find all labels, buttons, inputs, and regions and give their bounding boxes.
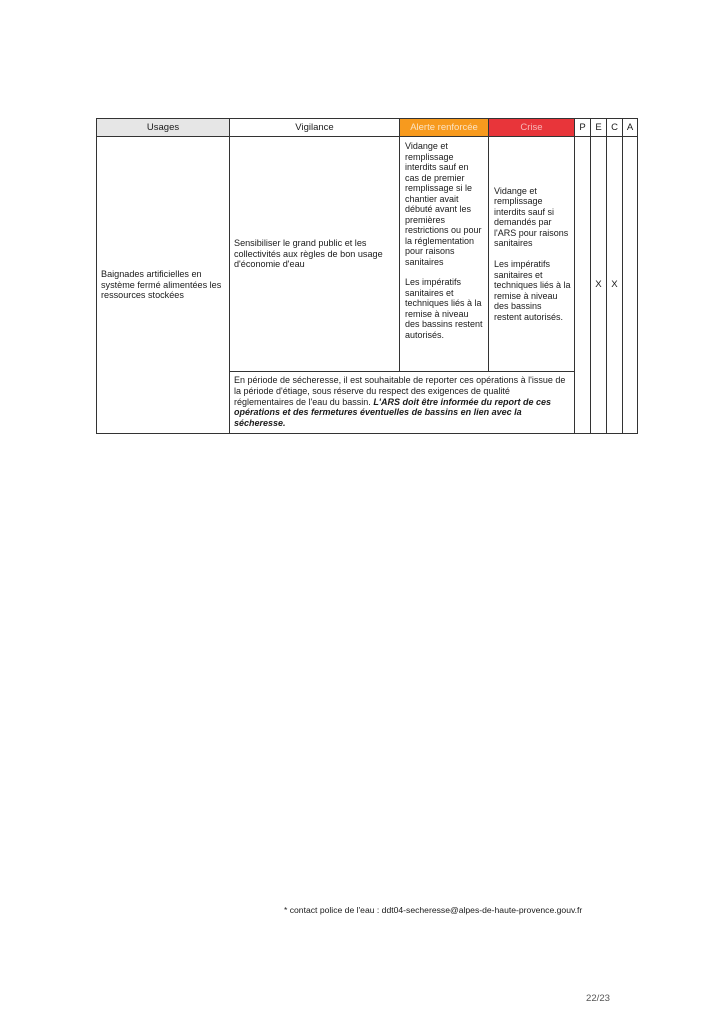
- restrictions-table: [96, 118, 638, 434]
- header-crise: Crise: [489, 119, 575, 137]
- crise-cell: [489, 137, 575, 372]
- header-c: C: [607, 119, 623, 137]
- table-header-row: [97, 119, 638, 137]
- table-row: [97, 137, 638, 372]
- mark-e: X: [591, 137, 607, 434]
- note-cell: [230, 372, 575, 434]
- header-a: A: [623, 119, 638, 137]
- note-bold-text: L'ARS doit être informée du report de ces opérations et des fermetures éventuelles de bassins en lien avec la sécheresse.: [234, 396, 551, 429]
- header-p: P: [575, 119, 591, 137]
- header-e: E: [591, 119, 607, 137]
- usage-cell: Baignades artificielles en système fermé alimentées les ressources stockées: [97, 137, 230, 434]
- header-usages: Usages: [97, 119, 230, 137]
- mark-p: [575, 137, 591, 434]
- alerte-renforcee-text-2: Les impératifs sanitaires et techniques liés à la remise à niveau des bassins restent autorisés.: [405, 277, 483, 340]
- alerte-renforcee-text-1: Vidange et remplissage interdits sauf en cas de premier remplissage si le chantier avait débuté avant les premières restrictions ou pour la réglementation pour raisons sanitaires: [405, 141, 482, 267]
- header-alerte-renforcee: Alerte renforcée: [400, 119, 489, 137]
- crise-text-1: Vidange et remplissage interdits sauf si demandés par l'ARS pour raisons sanitaires: [494, 185, 569, 249]
- crise-text-2: Les impératifs sanitaires et techniques liés à la remise à niveau des bassins restent autorisés.: [494, 259, 571, 322]
- alerte-renforcee-cell: [400, 137, 489, 372]
- page-number: 22/23: [586, 993, 611, 1004]
- note-text: En période de sécheresse, il est souhaitable de reporter ces opérations à l'issue de la période d'étiage, sous réserve du respect des exigences de qualité réglementaires de l'eau du bassin.: [234, 375, 566, 407]
- vigilance-cell: Sensibiliser le grand public et les collectivités aux règles de bon usage d'économie d'eau: [230, 137, 400, 372]
- mark-a: [623, 137, 638, 434]
- header-vigilance: Vigilance: [230, 119, 400, 137]
- contact-footnote: * contact police de l'eau : ddt04-secheresse@alpes-de-haute-provence.gouv.fr: [284, 905, 583, 915]
- mark-c: X: [607, 137, 623, 434]
